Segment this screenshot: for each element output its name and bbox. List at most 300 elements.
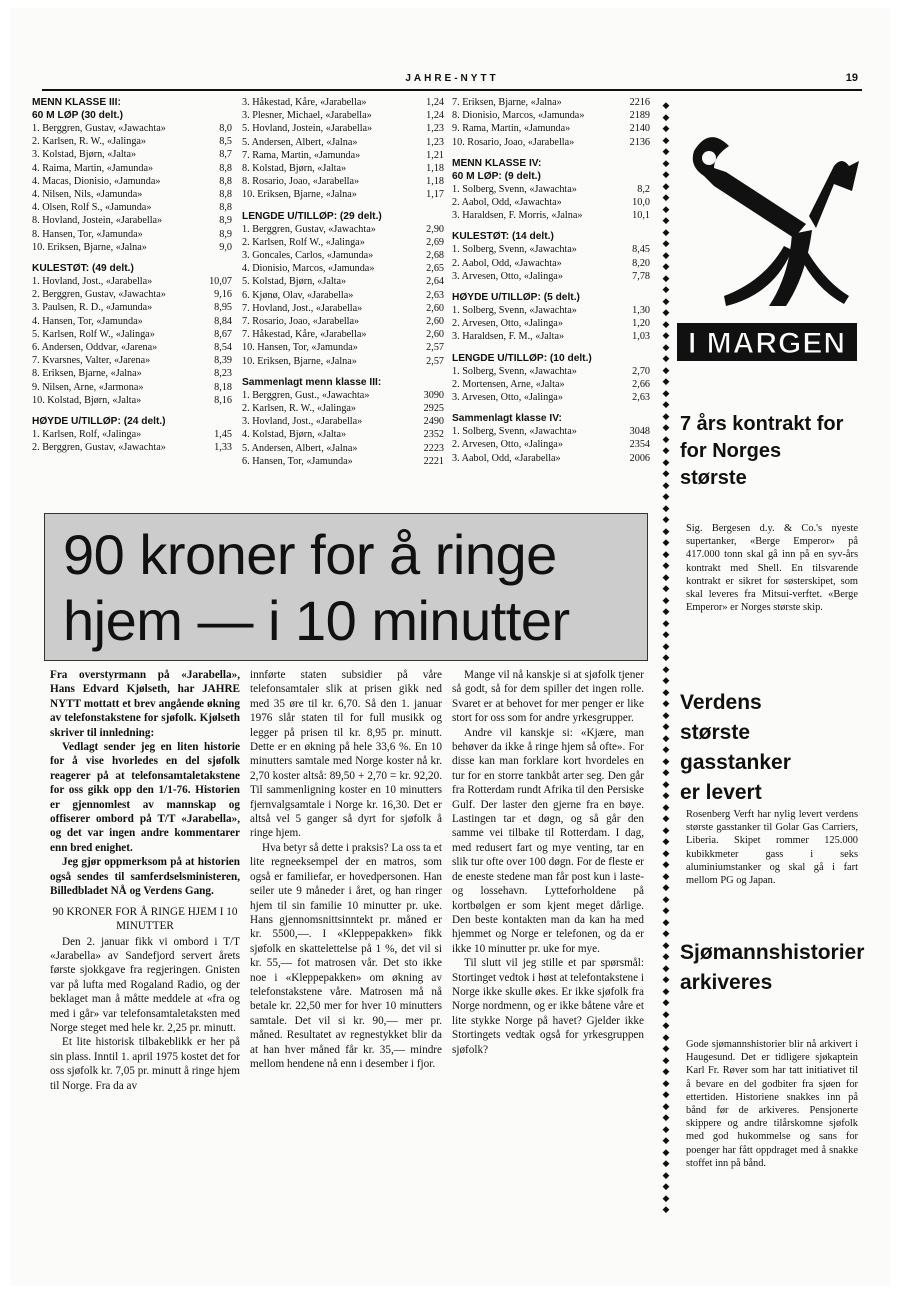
result-name: 2. Berggren, Gustav, «Jawachta» bbox=[32, 442, 166, 454]
diamond-bullet: ◆ bbox=[662, 514, 670, 524]
results-section-heading: KULESTØT: (14 delt.) bbox=[452, 231, 554, 243]
result-value: 8,9 bbox=[219, 228, 232, 240]
result-row bbox=[242, 249, 444, 262]
diamond-bullet: ◆ bbox=[662, 203, 670, 214]
diamond-bullet: ◆ bbox=[662, 134, 670, 145]
diamond-bullet: ◆ bbox=[662, 1204, 670, 1214]
result-row bbox=[32, 428, 232, 441]
diamond-bullet: ◆ bbox=[662, 767, 670, 777]
diamond-bullet: ◆ bbox=[662, 353, 670, 363]
diamond-bullet: ◆ bbox=[662, 939, 670, 950]
result-name: 1. Karlsen, Rolf, «Jalinga» bbox=[32, 429, 142, 441]
diamond-bullet: ◆ bbox=[662, 399, 670, 409]
diamond-bullet: ◆ bbox=[662, 801, 670, 812]
diamond-bullet: ◆ bbox=[662, 836, 670, 846]
result-value: 8,18 bbox=[214, 381, 232, 393]
results-column-2 bbox=[242, 96, 444, 468]
result-value: 2,68 bbox=[426, 250, 444, 262]
diamond-bullet: ◆ bbox=[662, 307, 670, 317]
diamond-bullet: ◆ bbox=[662, 1020, 670, 1030]
result-name: 1. Solberg, Svenn, «Jawachta» bbox=[452, 365, 577, 377]
result-name: 8. Hansen, Tor, «Jamunda» bbox=[32, 228, 143, 240]
result-value: 1,20 bbox=[632, 318, 650, 330]
diamond-bullet: ◆ bbox=[662, 962, 670, 973]
result-name: 10. Eriksen, Bjarne, «Jalna» bbox=[32, 241, 147, 253]
article-body-3: innførte staten subsidier på våre telefonsamtaler slik at prisen gikk ned med 35 øre til kr. 6,70. Så den 1. januar 1976 slår staten til for full musikk og legger på prisen til kr. 8,95 pr. minutt. Dette er en økning på hele 33,6 %. En 10 minutters samtale med Norge koster nå kr. 2,70 koster altså: 89,50 + 2,70 = kr. 92,20. Til sammenligning koster en 10 minutters fjernvalgsamtale i Norge kr. 16,30. Det er altså vel 5 ganger så dyrt for sjøfolk å ringe hjem. bbox=[250, 669, 442, 840]
diamond-bullet: ◆ bbox=[662, 192, 670, 202]
result-name: 4. Macas, Dionisio, «Jamunda» bbox=[32, 175, 161, 187]
article-column-2 bbox=[250, 668, 442, 1071]
result-row bbox=[452, 270, 650, 283]
result-name: 3. Plesner, Michael, «Jarabella» bbox=[242, 110, 372, 122]
diamond-bullet: ◆ bbox=[662, 744, 670, 754]
result-row bbox=[242, 402, 444, 415]
result-row bbox=[32, 122, 232, 135]
result-row bbox=[32, 214, 232, 227]
diamond-bullet: ◆ bbox=[662, 318, 670, 329]
article-column-3 bbox=[452, 668, 644, 1057]
article-body-6: Andre vil kanskje si: «Kjære, man behøver da ikke å ringe hjem så ofte». For disse kan man forklare kort hvordeles en tur for en storre tankbåt arter seg. Den går fra Rotterdam rundt Afrika til den Persiske Gulf. Der laster den gjerne fra en bøye. Lastingen tar et døgn, og så går den samme vei tilbake til Rotterdam. I dag, med redusert fart og mye venting, tar en slik tur ofte over 100 døgn. For de fleste er de eneste stedene man får post kun i laste- og lossehavn. Lytteforholdene på kortbølgen er som kjent meget dårlige. Den beste kontakten man da kan ha med hjemmet og Norge er telefonen, og da er ikke 10 minutter pr. uke for mye. bbox=[452, 726, 645, 955]
result-value: 1,45 bbox=[214, 429, 232, 441]
result-value: 2189 bbox=[629, 110, 650, 122]
result-value: 2,60 bbox=[426, 316, 444, 328]
i-margen-label bbox=[677, 323, 857, 361]
result-name: 1. Berggren, Gustav, «Jawachta» bbox=[242, 223, 376, 235]
diamond-bullet: ◆ bbox=[662, 916, 670, 927]
diamond-bullet: ◆ bbox=[662, 847, 670, 858]
result-value: 2,64 bbox=[426, 276, 444, 288]
result-name: 8. Kolstad, Bjørn, «Jalta» bbox=[242, 163, 347, 175]
result-name: 2. Mortensen, Arne, «Jalta» bbox=[452, 378, 565, 390]
results-section-heading: Sammenlagt menn klasse III: bbox=[242, 376, 382, 388]
result-row bbox=[452, 452, 650, 465]
results-section-heading: HØYDE U/TILLØP: (24 delt.) bbox=[32, 416, 166, 428]
result-name: 5. Andersen, Albert, «Jalna» bbox=[242, 136, 358, 148]
headline-line-1: 90 kroner for å ringe bbox=[63, 523, 557, 586]
article-body-1: Den 2. januar fikk vi ombord i T/T «Jarabella» av Sandefjord servert årets første sjokkgave fra regjeringen. Gnisten var på lufta med Rogaland Radio, og der beklaget man å måtte meddele at «fra og med i går» var telefonsamtaletaksten med Norge steget med hele kr. 2,25 pr. minutt. bbox=[50, 935, 240, 1034]
diamond-bullet: ◆ bbox=[662, 249, 670, 260]
result-row bbox=[242, 96, 444, 109]
diamond-bullet: ◆ bbox=[662, 1100, 670, 1111]
results-section-subheading: 60 M LØP (30 delt.) bbox=[32, 110, 123, 121]
result-row bbox=[242, 136, 444, 149]
result-row bbox=[32, 228, 232, 241]
result-name: 10. Kolstad, Bjørn, «Jalta» bbox=[32, 394, 142, 406]
sidebar-item-1-text: Sig. Bergesen d.y. & Co.'s nyeste supertanker, «Berge Emperor» på 417.000 tonn skal gå inn på en syv-års kontrakt med Shell. En tilsvarende kontrakt er sikret for søsterskipet, som skal leveres fra Mitsui-verftet. «Berge Emperor» er Norges største skip. bbox=[686, 523, 858, 614]
result-row bbox=[452, 96, 650, 109]
result-name: 1. Solberg, Svenn, «Jawachta» bbox=[452, 183, 577, 195]
results-section-heading: LENGDE U/TILLØP: (29 delt.) bbox=[242, 210, 382, 222]
diamond-bullet: ◆ bbox=[662, 663, 670, 674]
result-name: 7. Hovland, Jost., «Jarabella» bbox=[242, 302, 363, 314]
result-value: 2221 bbox=[423, 455, 444, 467]
diamond-bullet: ◆ bbox=[662, 583, 670, 593]
result-row bbox=[452, 196, 650, 209]
result-row bbox=[452, 304, 650, 317]
result-name: 4. Hansen, Tor, «Jamunda» bbox=[32, 315, 143, 327]
result-value: 8,45 bbox=[632, 244, 650, 256]
sidebar-item-3-text: Gode sjømannshistorier blir nå arkivert i Haugesund. Det er tidligere sjøkaptein Karl Fr. Røver som har tatt initiativet til å bevare en del godbiter fra sjøen for ettertiden. Historiene snakkes inn på bånd før de arkiveres. Pensjonerte skippere og andre tilårskomne sjøfolk med god hukommelse og sans for poenger har fått oppdraget med å snakke stoffet inn på bånd. bbox=[686, 1039, 858, 1169]
result-value: 8,67 bbox=[214, 328, 232, 340]
diamond-bullet: ◆ bbox=[662, 1181, 670, 1191]
result-name: 3. Håkestad, Kåre, «Jarabella» bbox=[242, 97, 367, 108]
diamond-bullet: ◆ bbox=[662, 985, 670, 996]
result-row bbox=[242, 289, 444, 302]
result-value: 7,78 bbox=[632, 270, 650, 282]
result-row bbox=[452, 317, 650, 330]
result-value: 8,0 bbox=[219, 123, 232, 134]
result-name: 7. Rama, Martin, «Jamunda» bbox=[242, 149, 361, 161]
diamond-bullet: ◆ bbox=[662, 675, 670, 685]
result-value: 1,18 bbox=[426, 163, 444, 175]
diamond-bullet: ◆ bbox=[662, 295, 670, 306]
result-value: 8,8 bbox=[219, 162, 232, 174]
diamond-bullet: ◆ bbox=[662, 974, 670, 984]
result-row bbox=[242, 302, 444, 315]
result-row bbox=[242, 275, 444, 288]
diamond-bullet: ◆ bbox=[662, 341, 670, 352]
result-row bbox=[32, 288, 232, 301]
result-value: 2,69 bbox=[426, 236, 444, 248]
headline-box bbox=[44, 513, 648, 661]
result-row bbox=[242, 355, 444, 368]
diamond-bullet: ◆ bbox=[662, 640, 670, 651]
diamond-bullet: ◆ bbox=[662, 721, 670, 731]
results-section-heading: MENN KLASSE IV: bbox=[452, 157, 542, 169]
diamond-bullet: ◆ bbox=[662, 284, 670, 294]
result-value: 2,90 bbox=[426, 223, 444, 235]
result-row bbox=[32, 367, 232, 380]
diamond-bullet: ◆ bbox=[662, 445, 670, 455]
diamond-bullet: ◆ bbox=[662, 261, 670, 271]
result-value: 8,23 bbox=[214, 368, 232, 380]
result-name: 10. Eriksen, Bjarne, «Jalna» bbox=[242, 189, 357, 201]
diamond-bullet: ◆ bbox=[662, 111, 670, 122]
result-name: 10. Rosario, Joao, «Jarabella» bbox=[452, 136, 575, 148]
diamond-bullet: ◆ bbox=[662, 387, 670, 398]
result-row bbox=[32, 188, 232, 201]
result-value: 2,57 bbox=[426, 342, 444, 354]
results-section-heading: KULESTØT: (49 delt.) bbox=[32, 263, 134, 275]
diamond-bullet: ◆ bbox=[662, 709, 670, 720]
result-name: 8. Dionisio, Marcos, «Jamunda» bbox=[452, 110, 585, 122]
result-name: 2. Karlsen, Rolf W., «Jalinga» bbox=[242, 236, 365, 248]
result-row bbox=[32, 275, 232, 288]
diamond-bullet: ◆ bbox=[662, 617, 670, 628]
result-value: 8,84 bbox=[214, 315, 232, 327]
sidebar-item-3-title: Sjømannshistorier arkiveres bbox=[680, 941, 865, 994]
result-name: 8. Rosario, Joao, «Jarabella» bbox=[242, 176, 360, 188]
result-value: 1,17 bbox=[426, 189, 444, 201]
result-value: 8,39 bbox=[214, 355, 232, 367]
article-headline bbox=[63, 522, 570, 654]
result-name: 10. Hansen, Tor, «Jamunda» bbox=[242, 342, 358, 354]
headline-line-2: hjem — i 10 minutter bbox=[63, 589, 570, 652]
diamond-bullet: ◆ bbox=[662, 364, 670, 375]
result-name: 6. Andersen, Oddvar, «Jarena» bbox=[32, 342, 158, 354]
result-value: 8,7 bbox=[219, 149, 232, 161]
result-value: 2,66 bbox=[632, 378, 650, 390]
result-value: 10,1 bbox=[632, 210, 650, 222]
result-row bbox=[452, 109, 650, 122]
result-row bbox=[32, 315, 232, 328]
result-name: 2. Aabol, Odd, «Jawachta» bbox=[452, 257, 562, 269]
result-name: 2. Aabol, Odd, «Jawachta» bbox=[452, 197, 562, 209]
result-name: 7. Rosario, Joao, «Jarabella» bbox=[242, 316, 360, 328]
result-value: 8,5 bbox=[219, 136, 232, 148]
result-value: 2,63 bbox=[632, 392, 650, 404]
diamond-bullet: ◆ bbox=[662, 238, 670, 248]
result-value: 2,63 bbox=[426, 289, 444, 301]
sidebar-item-2-text: Rosenberg Verft har nylig levert verdens største gasstanker til Golar Gas Carriers, Liberia. Skipet rommer 125.000 kubikkmeter gass i seks aluminiumstanker og skal gå i fart mellom PG og Japan. bbox=[686, 809, 858, 887]
result-row bbox=[242, 175, 444, 188]
result-value: 1,23 bbox=[426, 136, 444, 148]
article-body-4: Hva betyr så dette i praksis? La oss ta et lite regneeksempel der en matros, som også er familiefar, er hovedpersonen. Han seiler ute 9 måneder i året, og han ringer hjem til sin familie 10 minutter pr. uke. Hans gjennomsnittsinntekt pr. måned er kr. 5500,—. I «Kleppepakken» fikk sjøfolk en skattelettelse på 1 %, det vil si kr. 55,— fot matrosen vår. Det sto ikke noe i «Kleppepakken» om økning av telefonstakstene våre. Matrosen må nå betale kr. 22,50 mer for hver 10 minutters samtale. Det vil si kr. 90,— mer pr. måned. Resultatet av regnestykket blir da at han hver måned får kr. 35,— mindre mellom hendene nå enn i desember i fjor. bbox=[250, 841, 442, 1070]
result-value: 1,33 bbox=[214, 442, 232, 454]
diamond-bullet: ◆ bbox=[662, 1077, 670, 1088]
result-row bbox=[32, 328, 232, 341]
diamond-bullet: ◆ bbox=[662, 1169, 670, 1180]
result-value: 2223 bbox=[423, 442, 444, 454]
diamond-bullet: ◆ bbox=[662, 1158, 670, 1168]
result-name: 4. Kolstad, Bjørn, «Jalta» bbox=[242, 429, 347, 441]
article-intro-3: Jeg gjør oppmerksom på at historien også sendes til samferdselsministeren, Billedbladet NÅ og Verdens Gang. bbox=[50, 856, 240, 898]
result-row bbox=[32, 394, 232, 407]
diamond-bullet: ◆ bbox=[662, 1043, 670, 1053]
result-row bbox=[452, 209, 650, 222]
result-value: 8,2 bbox=[637, 183, 650, 195]
result-name: 1. Solberg, Svenn, «Jawachta» bbox=[452, 426, 577, 438]
diamond-bullet: ◆ bbox=[662, 1135, 670, 1145]
diamond-bullet: ◆ bbox=[662, 698, 670, 708]
diamond-bullet: ◆ bbox=[662, 537, 670, 547]
result-row bbox=[32, 441, 232, 454]
diamond-bullet: ◆ bbox=[662, 1008, 670, 1019]
diamond-bullet: ◆ bbox=[662, 376, 670, 386]
page-number: 19 bbox=[845, 72, 858, 84]
result-value: 2,57 bbox=[426, 355, 444, 367]
diamond-bullet: ◆ bbox=[662, 548, 670, 559]
result-name: 4. Raima, Martin, «Jamunda» bbox=[32, 162, 154, 174]
results-column-1 bbox=[32, 96, 232, 454]
results-section-heading: HØYDE U/TILLØP: (5 delt.) bbox=[452, 292, 580, 304]
result-row bbox=[242, 389, 444, 402]
result-row bbox=[32, 241, 232, 254]
result-value: 8,8 bbox=[219, 175, 232, 187]
result-name: 3. Aabol, Odd, «Jarabella» bbox=[452, 452, 561, 464]
result-name: 1. Berggren, Gustav, «Jawachta» bbox=[32, 123, 166, 134]
result-value: 8,8 bbox=[219, 189, 232, 201]
result-row bbox=[452, 136, 650, 149]
results-section-subheading: 60 M LØP: (9 delt.) bbox=[452, 170, 541, 182]
result-row bbox=[32, 381, 232, 394]
result-value: 2354 bbox=[629, 439, 650, 451]
result-value: 1,23 bbox=[426, 123, 444, 135]
results-section-heading: LENGDE U/TILLØP: (10 delt.) bbox=[452, 352, 592, 364]
article-intro: Fra overstyrmann på «Jarabella», Hans Edvard Kjølseth, har JAHRE NYTT mottatt et brev angående økning av telefonstakstene for sjøfolk. Kjølseth skriver til innledning: bbox=[50, 669, 240, 739]
result-row bbox=[242, 188, 444, 201]
diamond-bullet: ◆ bbox=[662, 1112, 670, 1122]
result-row bbox=[32, 148, 232, 161]
result-name: 3. Arvesen, Otto, «Jalinga» bbox=[452, 270, 563, 282]
diamond-bullet: ◆ bbox=[662, 813, 670, 823]
diamond-bullet: ◆ bbox=[662, 422, 670, 432]
result-row bbox=[242, 428, 444, 441]
newspaper-page bbox=[10, 8, 890, 1286]
diamond-bullet: ◆ bbox=[662, 951, 670, 961]
article-body-5: Mange vil nå kanskje si at sjøfolk tjener så godt, så for dem spiller det ingen rolle. Svaret er at behovet for mer penger er like stort for oss som for andre yrkesgrupper. bbox=[452, 669, 644, 725]
result-value: 2140 bbox=[629, 123, 650, 135]
anchor-icon bbox=[674, 106, 864, 311]
result-row bbox=[452, 438, 650, 451]
result-row bbox=[452, 243, 650, 256]
result-name: 4. Dionisio, Marcos, «Jamunda» bbox=[242, 263, 375, 275]
diamond-bullet: ◆ bbox=[662, 778, 670, 789]
result-name: 8. Hovland, Jostein, «Jarabella» bbox=[32, 215, 163, 227]
result-value: 8,16 bbox=[214, 394, 232, 406]
result-value: 8,20 bbox=[632, 257, 650, 269]
result-name: 5. Kolstad, Bjørn, «Jalta» bbox=[242, 276, 347, 288]
result-name: 1. Hovland, Jost., «Jarabella» bbox=[32, 276, 153, 288]
result-value: 2,65 bbox=[426, 263, 444, 275]
results-section-heading: Sammenlagt klasse IV: bbox=[452, 413, 562, 425]
result-row bbox=[32, 162, 232, 175]
article-subhead: 90 KRONER FOR Å RINGE HJEM I 10 MINUTTER bbox=[52, 905, 238, 932]
result-value: 2,60 bbox=[426, 329, 444, 341]
result-name: 7. Kvarsnes, Valter, «Jarena» bbox=[32, 355, 151, 367]
result-name: 2. Karlsen, R. W., «Jalinga» bbox=[32, 136, 147, 148]
article-body-2: Et lite historisk tilbakeblikk er her på sin plass. Inntil 1. april 1975 kostet det for oss sjøfolk kr. 7,05 pr. minutt å ringe hjem til Norge. Fra da av bbox=[50, 1036, 240, 1092]
result-name: 3. Hovland, Jost., «Jarabella» bbox=[242, 416, 363, 428]
diamond-bullet: ◆ bbox=[662, 272, 670, 283]
result-value: 2,60 bbox=[426, 302, 444, 314]
result-row bbox=[242, 455, 444, 468]
result-value: 8,8 bbox=[219, 202, 232, 214]
result-row bbox=[452, 257, 650, 270]
diamond-bullet: ◆ bbox=[662, 169, 670, 179]
result-value: 2216 bbox=[629, 97, 650, 108]
diamond-bullet: ◆ bbox=[662, 146, 670, 156]
result-name: 7. Eriksen, Bjarne, «Jalna» bbox=[452, 97, 562, 108]
diamond-bullet: ◆ bbox=[662, 215, 670, 225]
result-value: 2490 bbox=[423, 416, 444, 428]
result-value: 1,21 bbox=[426, 149, 444, 161]
result-value: 1,30 bbox=[632, 305, 650, 317]
diamond-bullet: ◆ bbox=[662, 571, 670, 582]
diamond-bullet: ◆ bbox=[662, 1089, 670, 1099]
diamond-bullet: ◆ bbox=[662, 629, 670, 639]
diamond-bullet: ◆ bbox=[662, 1066, 670, 1076]
diamond-bullet: ◆ bbox=[662, 905, 670, 915]
result-row bbox=[242, 262, 444, 275]
result-value: 3090 bbox=[423, 389, 444, 401]
diamond-bullet: ◆ bbox=[662, 468, 670, 478]
diamond-bullet: ◆ bbox=[662, 433, 670, 444]
result-name: 3. Kolstad, Bjørn, «Jalta» bbox=[32, 149, 137, 161]
diamond-bullet: ◆ bbox=[662, 606, 670, 616]
diamond-bullet: ◆ bbox=[662, 997, 670, 1007]
diamond-bullet: ◆ bbox=[662, 226, 670, 237]
sidebar-item-2-title: Verdens største gasstanker er levert bbox=[680, 691, 791, 804]
result-name: 2. Karlsen, R. W., «Jalinga» bbox=[242, 403, 357, 415]
result-value: 1,18 bbox=[426, 176, 444, 188]
result-value: 3048 bbox=[629, 426, 650, 438]
sidebar-item-1-title: 7 års kontrakt for for Norges største bbox=[680, 413, 844, 489]
result-name: 1. Solberg, Svenn, «Jawachta» bbox=[452, 244, 577, 256]
result-row bbox=[452, 378, 650, 391]
diamond-bullet: ◆ bbox=[662, 123, 670, 133]
diamond-bullet: ◆ bbox=[662, 652, 670, 662]
diamond-bullet: ◆ bbox=[662, 180, 670, 191]
result-value: 8,9 bbox=[219, 215, 232, 227]
result-value: 2136 bbox=[629, 136, 650, 148]
result-name: 1. Berggren, Gust., «Jawachta» bbox=[242, 389, 370, 401]
results-column-3 bbox=[452, 96, 650, 465]
result-row bbox=[242, 415, 444, 428]
result-row bbox=[242, 328, 444, 341]
result-name: 10. Eriksen, Bjarne, «Jalna» bbox=[242, 355, 357, 367]
diamond-bullet: ◆ bbox=[662, 157, 670, 168]
diamond-bullet: ◆ bbox=[662, 1123, 670, 1134]
result-row bbox=[452, 330, 650, 343]
result-row bbox=[452, 183, 650, 196]
result-row bbox=[242, 442, 444, 455]
diamond-bullet: ◆ bbox=[662, 859, 670, 869]
diamond-bullet: ◆ bbox=[662, 560, 670, 570]
result-value: 9,16 bbox=[214, 289, 232, 301]
diamond-bullet: ◆ bbox=[662, 893, 670, 904]
result-name: 9. Rama, Martin, «Jamunda» bbox=[452, 123, 571, 135]
result-name: 2. Arvesen, Otto, «Jalinga» bbox=[452, 439, 563, 451]
result-name: 3. Arvesen, Otto, «Jalinga» bbox=[452, 392, 563, 404]
result-value: 1,03 bbox=[632, 331, 650, 343]
result-row bbox=[32, 135, 232, 148]
result-name: 5. Hovland, Jostein, «Jarabella» bbox=[242, 123, 373, 135]
result-value: 9,0 bbox=[219, 241, 232, 253]
result-row bbox=[32, 354, 232, 367]
diamond-bullet: ◆ bbox=[662, 1054, 670, 1065]
result-row bbox=[32, 175, 232, 188]
i-margen-text: I MARGEN bbox=[688, 327, 846, 360]
diamond-bullet: ◆ bbox=[662, 594, 670, 605]
result-row bbox=[452, 425, 650, 438]
result-name: 7. Håkestad, Kåre, «Jarabella» bbox=[242, 329, 367, 341]
diamond-bullet: ◆ bbox=[662, 882, 670, 892]
result-value: 10,07 bbox=[209, 276, 232, 288]
diamond-bullet-divider bbox=[661, 100, 671, 1218]
diamond-bullet: ◆ bbox=[662, 824, 670, 835]
result-row bbox=[242, 236, 444, 249]
result-row bbox=[32, 301, 232, 314]
result-value: 1,24 bbox=[426, 97, 444, 108]
diamond-bullet: ◆ bbox=[662, 491, 670, 501]
diamond-bullet: ◆ bbox=[662, 686, 670, 697]
result-row bbox=[242, 162, 444, 175]
result-value: 8,95 bbox=[214, 302, 232, 314]
result-name: 3. Haraldsen, F. M., «Jalta» bbox=[452, 331, 565, 343]
result-name: 5. Karlsen, Rolf W., «Jalinga» bbox=[32, 328, 155, 340]
diamond-bullet: ◆ bbox=[662, 755, 670, 766]
result-name: 3. Paulsen, R. D., «Jamunda» bbox=[32, 302, 153, 314]
result-name: 4. Nilsen, Nils, «Jamunda» bbox=[32, 189, 143, 201]
result-row bbox=[242, 223, 444, 236]
article-body-7: Til slutt vil jeg stille et par spørsmål: Stortinget vedtok i høst at telefontakstene i Norge ikke skulle økes. Er ikke sjøfolk fra Norge nordmenn, og er ikke båtene våre et lite stykke Norge på havet? Gjelder ikke Stortingets vedtak også for yrkesgruppen sjøfolk? bbox=[452, 957, 645, 1056]
article-intro-2: Vedlagt sender jeg en liten historie for å vise hvorledes en del sjøfolk reagerer på at telefonsamtaletakstene for oss gikk opp den 1/1-76. Historien er gjennomlest av mannskap og offiserer ombord på T/T «Jarabella», og det var ingen andre kommentarer enn bred enighet. bbox=[50, 741, 240, 854]
result-value: 2352 bbox=[423, 429, 444, 441]
result-name: 6. Hansen, Tor, «Jamunda» bbox=[242, 455, 353, 467]
diamond-bullet: ◆ bbox=[662, 502, 670, 513]
diamond-bullet: ◆ bbox=[662, 100, 670, 110]
